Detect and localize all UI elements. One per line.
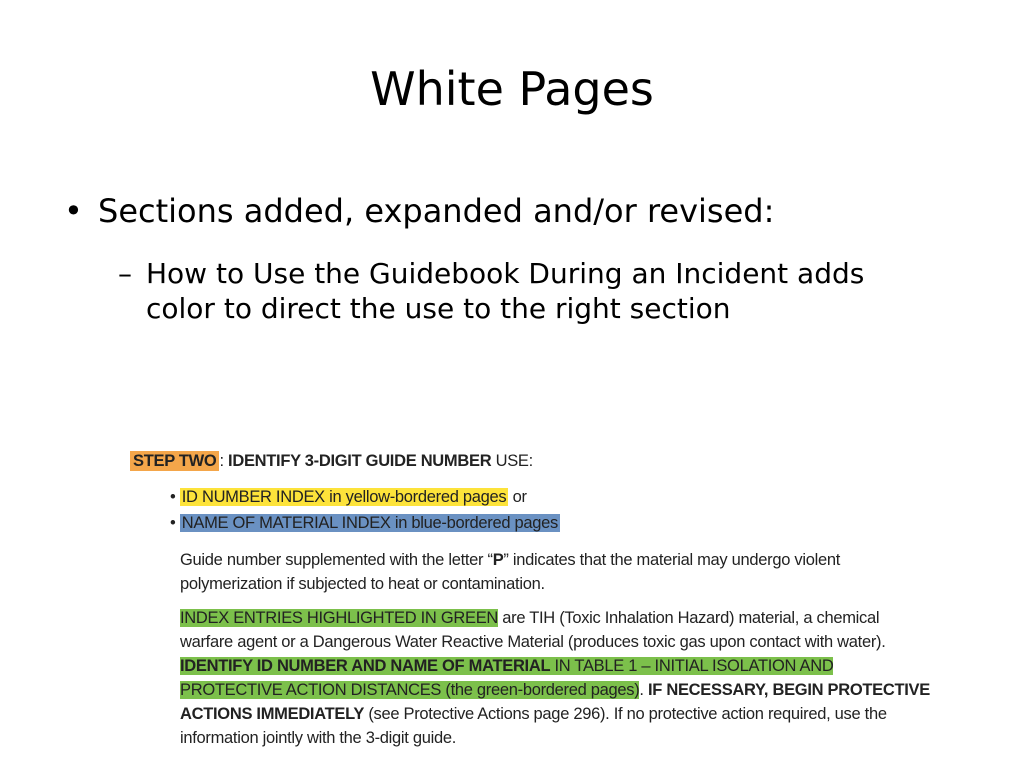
green-highlight-index: INDEX ENTRIES HIGHLIGHTED IN GREEN (180, 609, 499, 627)
para2-text-c: (see Protective Actions page 296). If no protective action required, use the information jointly with the 3-digit guide. (180, 705, 887, 747)
step-heading: IDENTIFY 3-DIGIT GUIDE NUMBER (228, 452, 492, 470)
green-index-paragraph (180, 606, 934, 750)
para2-text-b: . (639, 681, 648, 699)
sub-bullet-text: How to Use the Guidebook During an Incident adds color to direct the use to the right section (146, 257, 865, 325)
step-tail: USE: (491, 452, 533, 470)
bullet-dot-icon: • (170, 514, 180, 532)
polymerization-paragraph (180, 548, 934, 596)
para1-letter-p: P (492, 551, 504, 569)
blue-highlight: NAME OF MATERIAL INDEX in blue-bordered pages (181, 514, 558, 532)
main-bullet-text: Sections added, expanded and/or revised: (98, 192, 775, 230)
para2-bold-protective: IF NECESSARY, BEGIN PROTECTIVE ACTIONS IMMEDIATELY (180, 681, 930, 723)
step-colon: : (219, 452, 229, 470)
green-highlight-bold: IDENTIFY ID NUMBER AND NAME OF MATERIAL (180, 657, 551, 675)
item1-tail: or (508, 488, 527, 506)
guidebook-excerpt-image (130, 448, 936, 752)
green-highlight-rest: IN TABLE 1 – INITIAL ISOLATION AND PROTECTIVE ACTION DISTANCES (the green-bordered pages) (180, 657, 834, 699)
para1-text-a: Guide number supplemented with the letter “ (180, 551, 493, 569)
para2-text-a: are TIH (Toxic Inhalation Hazard) material, a chemical warfare agent or a Dangerous Water Reactive Material (produces toxic gas upon contact with water). (180, 609, 886, 651)
use-item-yellow (170, 488, 527, 507)
use-item-blue (170, 514, 560, 533)
sub-bullet-dash: – (118, 257, 132, 290)
para1-text-b: ” indicates that the material may undergo violent polymerization if subjected to heat or contamination. (180, 551, 840, 593)
bullet-dot-icon: • (64, 192, 83, 230)
yellow-highlight: ID NUMBER INDEX in yellow-bordered pages (181, 488, 507, 506)
sub-bullet (118, 256, 918, 326)
step-two-line (130, 452, 533, 471)
step-two-label: STEP TWO (130, 451, 219, 471)
slide-title: White Pages (370, 62, 654, 116)
main-bullet (64, 192, 774, 230)
bullet-dot-icon: • (170, 488, 180, 506)
